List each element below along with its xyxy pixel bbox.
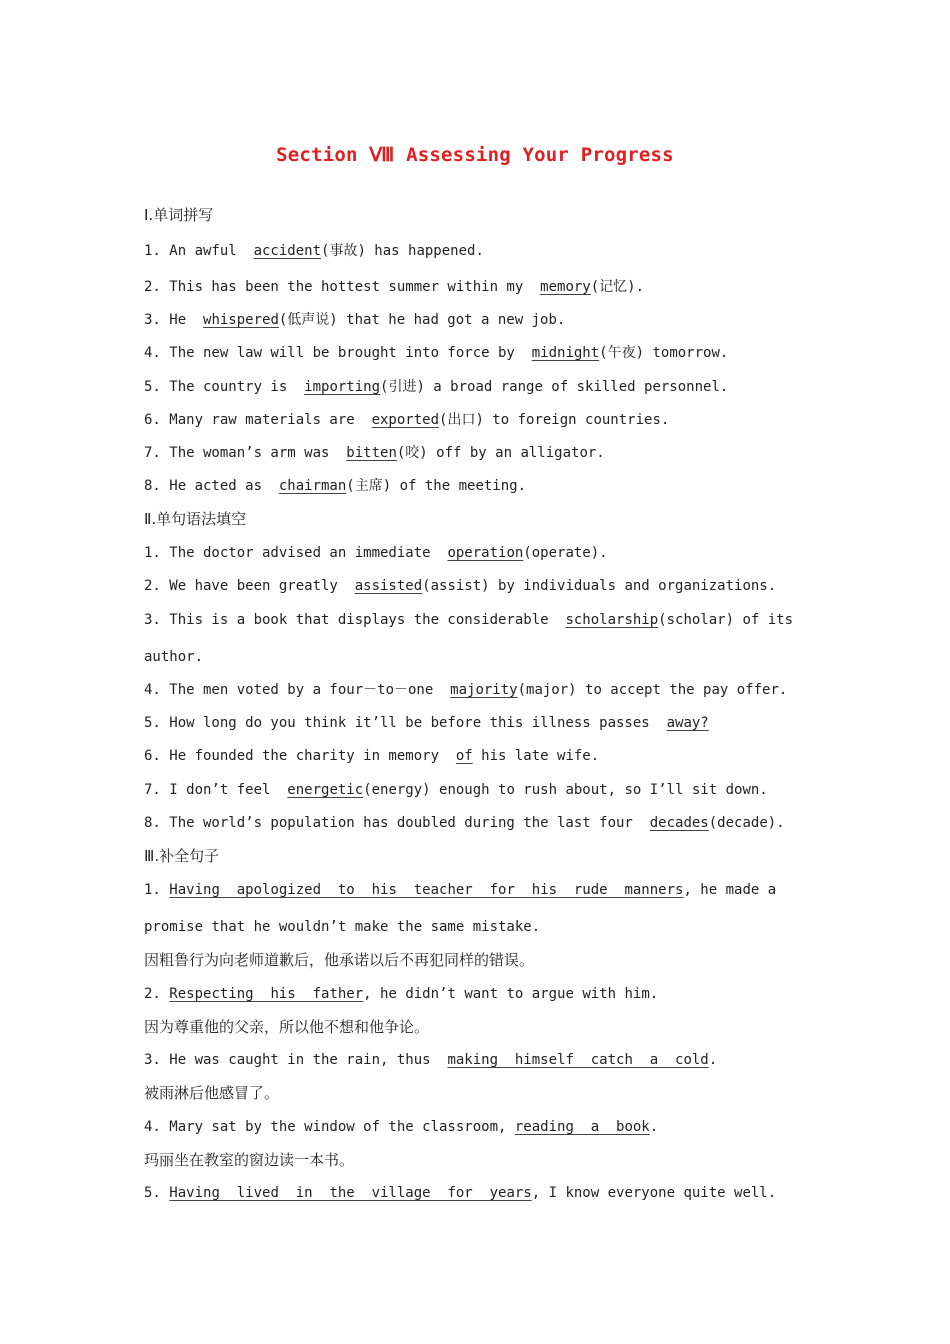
- question-text: 4. The new law will be brought into force by: [144, 345, 532, 361]
- exercise-line-continued: promise that he wouldn’t make the same mistake.: [144, 919, 541, 935]
- question-text: 8. He acted as: [144, 478, 279, 494]
- answer-text: scholarship: [565, 612, 659, 628]
- exercise-line: [144, 713, 709, 733]
- translation-text: 被雨淋后他感冒了。: [144, 1084, 280, 1102]
- answer-text: making himself catch a cold: [447, 1052, 709, 1068]
- question-text: (引进) a broad range of skilled personnel.: [380, 379, 729, 395]
- answer-text: Having lived in the village for years: [169, 1185, 532, 1201]
- exercise-line: [144, 1117, 658, 1137]
- exercise-line-continued: author.: [144, 649, 204, 665]
- answer-text: memory: [540, 279, 591, 295]
- answer-text: assisted: [354, 578, 423, 594]
- question-text: his late wife.: [472, 748, 600, 764]
- section-title: Section Ⅷ Assessing Your Progress: [276, 144, 674, 166]
- question-text: (出口) to foreign countries.: [439, 412, 670, 428]
- answer-text: Having apologized to his teacher for his rude manners: [169, 882, 684, 898]
- answer-text: majority: [450, 682, 518, 698]
- question-text: 3. He was caught in the rain, thus: [144, 1052, 448, 1068]
- answer-text: midnight: [531, 345, 600, 361]
- question-text: (低声说) that he had got a new job.: [278, 312, 566, 328]
- answer-text: operation: [447, 545, 524, 561]
- question-text: 7. I don’t feel: [144, 782, 288, 798]
- exercise-line: [144, 343, 728, 363]
- exercise-line: [144, 241, 484, 261]
- translation-text: 因为尊重他的父亲，所以他不想和他争论。: [144, 1018, 430, 1036]
- exercise-line: [144, 576, 776, 596]
- question-text: 1. The doctor advised an immediate: [144, 545, 448, 561]
- translation-text: 玛丽坐在教室的窗边读一本书。: [144, 1151, 355, 1169]
- question-text: (午夜) tomorrow.: [599, 345, 729, 361]
- question-text: (主席) of the meeting.: [346, 478, 527, 494]
- exercise-line: [144, 1183, 776, 1203]
- question-text: (major) to accept the pay offer.: [517, 682, 788, 698]
- answer-text: of: [455, 748, 473, 764]
- exercise-line: [144, 880, 776, 900]
- question-text: 7. The woman’s arm was: [144, 445, 347, 461]
- answer-text: away?: [666, 715, 709, 731]
- exercise-line: [144, 1050, 717, 1070]
- question-text: 8. The world’s population has doubled during the last four: [144, 815, 650, 831]
- question-text: 3. This is a book that displays the considerable: [144, 612, 566, 628]
- exercise-line: [144, 680, 787, 700]
- question-text: (decade).: [708, 815, 785, 831]
- answer-text: importing: [304, 379, 381, 395]
- translation-text: 因粗鲁行为向老师道歉后，他承诺以后不再犯同样的错误。: [144, 951, 535, 969]
- answer-text: bitten: [346, 445, 397, 461]
- answer-text: reading a book: [514, 1119, 650, 1135]
- question-text: (energy) enough to rush about, so I’ll sit down.: [363, 782, 768, 798]
- question-text: 5. How long do you think it’ll be before this illness passes: [144, 715, 667, 731]
- exercise-line: [144, 780, 768, 800]
- question-text: (咬) off by an alligator.: [396, 445, 605, 461]
- question-text: (事故) has happened.: [321, 243, 484, 259]
- question-text: 1. An awful: [144, 243, 254, 259]
- question-text: 2.: [144, 986, 170, 1002]
- question-text: 4. Mary sat by the window of the classroom,: [144, 1119, 515, 1135]
- question-text: (scholar) of its: [658, 612, 794, 628]
- question-text: , he made a: [683, 882, 777, 898]
- question-text: 2. We have been greatly: [144, 578, 355, 594]
- exercise-line: [144, 984, 658, 1004]
- exercise-line: [144, 610, 793, 630]
- question-text: 6. He founded the charity in memory: [144, 748, 456, 764]
- question-text: 6. Many raw materials are: [144, 412, 372, 428]
- question-text: (operate).: [523, 545, 608, 561]
- question-text: 2. This has been the hottest summer within my: [144, 279, 541, 295]
- question-text: 3. He: [144, 312, 204, 328]
- answer-text: Respecting his father: [169, 986, 364, 1002]
- part2-heading: Ⅱ.单句语法填空: [144, 510, 247, 528]
- answer-text: decades: [649, 815, 709, 831]
- question-text: 1.: [144, 882, 170, 898]
- answer-text: accident: [253, 243, 322, 259]
- question-text: 5. The country is: [144, 379, 305, 395]
- answer-text: exported: [371, 412, 440, 428]
- exercise-line: [144, 310, 565, 330]
- question-text: (记忆).: [590, 279, 645, 295]
- exercise-line: [144, 476, 526, 496]
- exercise-line: [144, 813, 785, 833]
- question-text: 4. The men voted by a four－to－one: [144, 682, 451, 698]
- exercise-line: [144, 277, 644, 297]
- question-text: , I know everyone quite well.: [531, 1185, 777, 1201]
- question-text: , he didn’t want to argue with him.: [363, 986, 659, 1002]
- exercise-line: [144, 377, 728, 397]
- exercise-line: [144, 746, 599, 766]
- answer-text: energetic: [287, 782, 364, 798]
- answer-text: chairman: [278, 478, 347, 494]
- part3-heading: Ⅲ.补全句子: [144, 847, 220, 865]
- part1-heading: Ⅰ.单词拼写: [144, 206, 214, 224]
- exercise-line: [144, 443, 605, 463]
- question-text: 5.: [144, 1185, 170, 1201]
- exercise-line: [144, 410, 669, 430]
- question-text: (assist) by individuals and organizations.: [422, 578, 777, 594]
- question-text: .: [708, 1052, 718, 1068]
- exercise-line: [144, 543, 608, 563]
- answer-text: whispered: [203, 312, 279, 328]
- question-text: .: [649, 1119, 659, 1135]
